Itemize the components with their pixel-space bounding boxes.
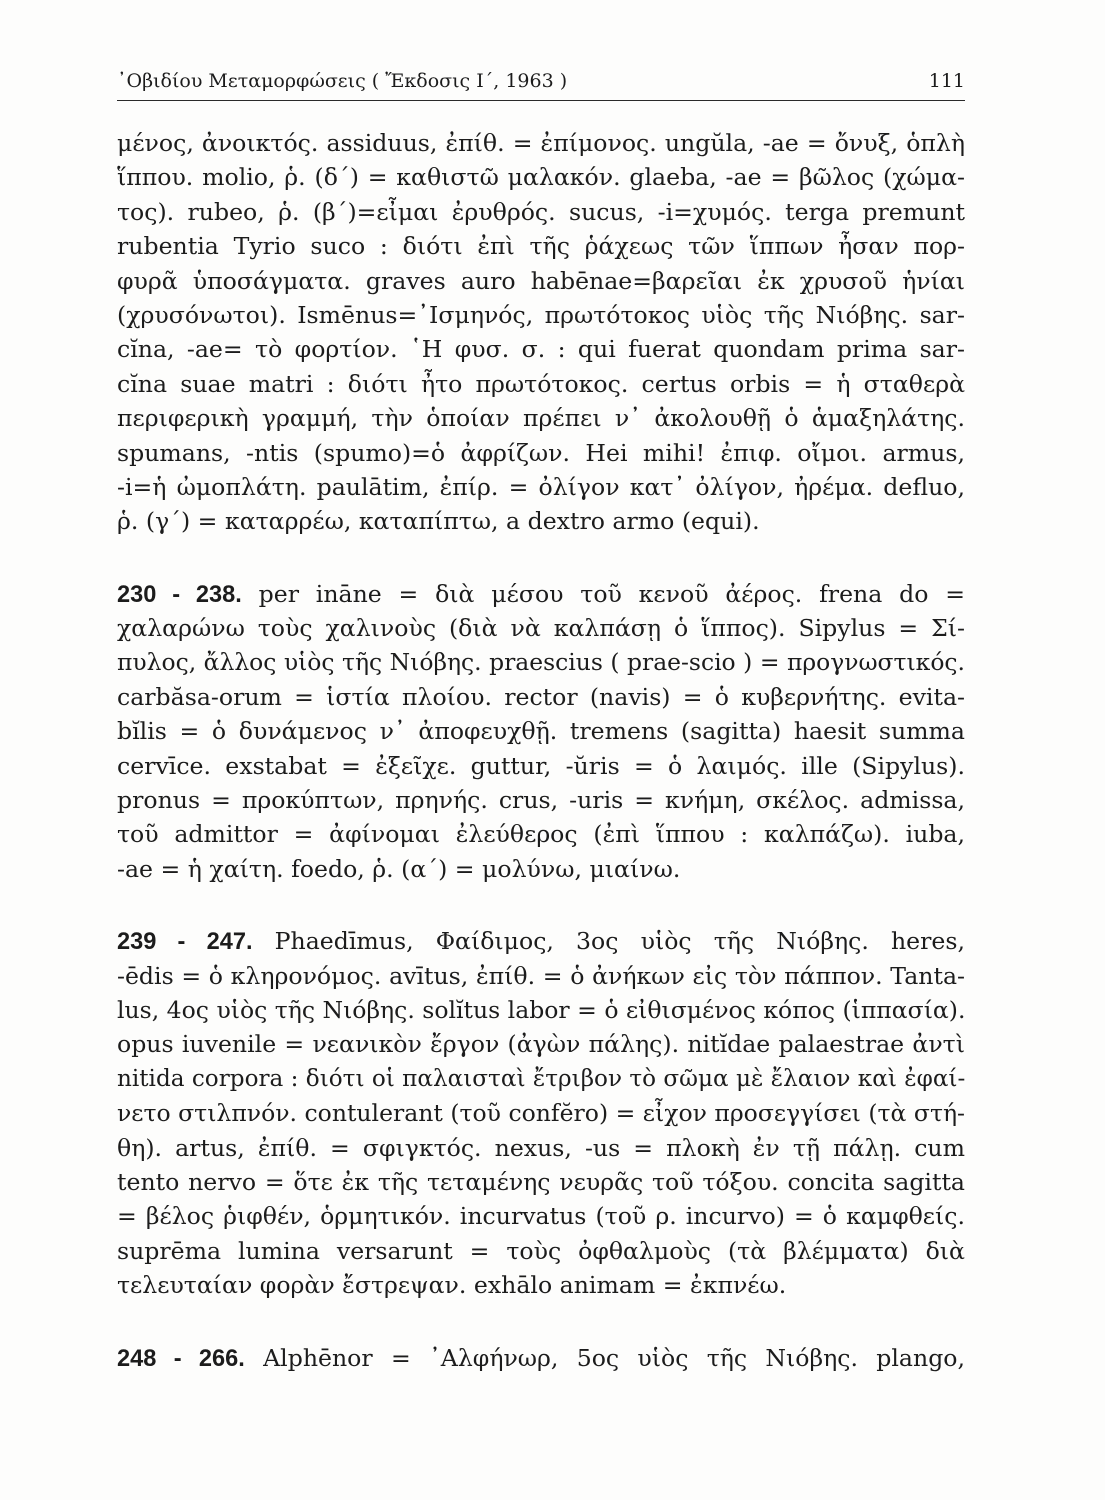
text-line: φυρᾶ ὑποσάγματα. graves auro habēnae=βαρεῖαι ἐκ χρυσοῦ ἡνίαι	[117, 266, 965, 295]
body-text	[117, 126, 965, 1375]
section-number: 248 - 266.	[117, 1345, 245, 1372]
text-line: bĭlis = ὁ δυνάμενος ν᾿ ἀποφευχθῇ. tremens (sagitta) haesit summa	[117, 717, 965, 746]
text-line: χαλαρώνω τοὺς χαλινοὺς (διὰ νὰ καλπάσῃ ὁ ἵππος). Sipylus = Σί-	[117, 614, 965, 643]
text-line: -ae = ἡ χαίτη. foedo, ῥ. (α΄) = μολύνω, μιαίνω.	[117, 854, 681, 883]
section-248-266	[117, 1341, 965, 1375]
text-line: tento nervo = ὅτε ἐκ τῆς τεταμένης νευρᾶς τοῦ τόξου. concita sagitta	[117, 1167, 965, 1196]
text-line: -i=ἡ ὠμοπλάτη. paulātim, ἐπίρ. = ὀλίγον κατ᾿ ὀλίγον, ἠρέμα. defluo,	[117, 472, 965, 501]
section-first-line	[117, 924, 965, 958]
section-first-line	[117, 577, 965, 611]
text-line: (χρυσόνωτοι). Ismēnus=᾿Ισμηνός, πρωτότοκος υἱὸς τῆς Νιόβης. sar-	[117, 300, 965, 329]
text-segment: Phaedīmus, Φαίδιμος, 3ος υἱὸς τῆς Νιόβης. heres,	[274, 927, 965, 956]
text-line: τος). rubeo, ῥ. (β΄)=εἶμαι ἐρυθρός. sucus, -i=χυμός. terga premunt	[117, 197, 965, 226]
text-line: θη). artus, ἐπίθ. = σφιγκτός. nexus, -us = πλοκὴ ἐν τῇ πάλῃ. cum	[117, 1133, 965, 1162]
paragraph-continuation	[117, 126, 965, 539]
text-segment: per ināne = διὰ μέσου τοῦ κενοῦ ἀέρος. frena do =	[258, 579, 965, 608]
text-line: spumans, -ntis (spumo)=ὁ ἀφρίζων. Hei mihi! ἐπιφ. οἴμοι. armus,	[117, 438, 965, 467]
text-line: cervīce. exstabat = ἐξεῖχε. guttur, -ŭris = ὁ λαιμός. ille (Sipylus).	[117, 751, 965, 780]
text-line: nitida corpora : διότι οἱ παλαισταὶ ἔτριβον τὸ σῶμα μὲ ἔλαιον καὶ ἐφαί-	[117, 1065, 966, 1092]
running-header	[117, 64, 965, 101]
section-239-247	[117, 924, 965, 1302]
text-line: cĭna, -ae= τὸ φορτίον. ῾Η φυσ. σ. : qui fuerat quondam prima sar-	[117, 335, 965, 364]
text-line: carbăsa-orum = ἱστία πλοίου. rector (navis) = ὁ κυβερνήτης. evita-	[117, 682, 965, 711]
text-line: τοῦ admittor = ἀφίνομαι ἐλεύθερος (ἐπὶ ἵππου : καλπάζω). iuba,	[117, 820, 965, 849]
section-first-line	[117, 1341, 965, 1375]
text-line: opus iuvenile = νεανικὸν ἔργον (ἀγὼν πάλης). nitĭdae palaestrae ἀντὶ	[117, 1030, 965, 1059]
text-line: pronus = προκύπτων, πρηνής. crus, -uris = κνήμη, σκέλος. admissa,	[117, 786, 965, 815]
text-line: = βέλος ῥιφθέν, ὁρμητικόν. incurvatus (τοῦ ρ. incurvo) = ὁ καμφθείς.	[117, 1202, 965, 1231]
text-line: suprēma lumina versarunt = τοὺς ὀφθαλμοὺς (τὰ βλέμματα) διὰ	[117, 1236, 965, 1265]
text-line: lus, 4ος υἱὸς τῆς Νιόβης. solĭtus labor = ὁ εἰθισμένος κόπος (ἱππασία).	[117, 995, 966, 1024]
text-segment: Alphēnor = ᾿Αλφήνωρ, 5ος υἱὸς τῆς Νιόβης. plango,	[263, 1343, 966, 1372]
section-230-238	[117, 577, 965, 887]
section-number: 230 - 238.	[117, 581, 242, 608]
text-line: νετο στιλπνόν. contulerant (τοῦ confĕro) = εἶχον προσεγγίσει (τὰ στή-	[117, 1099, 965, 1128]
text-line: -ēdis = ὁ κληρονόμος. avītus, ἐπίθ. = ὁ ἀνήκων εἰς τὸν πάππον. Tanta-	[117, 961, 965, 990]
section-number: 239 - 247.	[117, 929, 253, 956]
text-line: πυλος, ἄλλος υἱὸς τῆς Νιόβης. praescius ( prae-scio ) = προγνωστικός.	[117, 648, 965, 677]
page-number: 111	[928, 70, 965, 92]
text-line: cĭna suae matri : διότι ἦτο πρωτότοκος. certus orbis = ἡ σταθερὰ	[117, 369, 965, 398]
text-line: μένος, ἀνοικτός. assiduus, ἐπίθ. = ἐπίμονος. ungŭla, -ae = ὄνυξ, ὁπλὴ	[117, 129, 965, 157]
text-line: ῥ. (γ΄) = καταρρέω, καταπίπτω, a dextro armo (equi).	[117, 507, 760, 536]
text-line: ἵππου. molio, ῥ. (δ΄) = καθιστῶ μαλακόν. glaeba, -ae = βῶλος (χώμα-	[117, 163, 965, 192]
text-line: τελευταίαν φορὰν ἔστρεψαν. exhālo animam = ἐκπνέω.	[117, 1271, 787, 1300]
text-line: rubentia Tyrio suco : διότι ἐπὶ τῆς ῥάχεως τῶν ἵππων ἦσαν πορ-	[117, 232, 965, 261]
text-line: περιφερικὴ γραμμή, τὴν ὁποίαν πρέπει ν᾿ ἀκολουθῇ ὁ ἁμαξηλάτης.	[117, 404, 965, 433]
book-title: ᾿Οβιδίου Μεταμορφώσεις ( Ἔκδοσις Ι΄, 1963 )	[117, 70, 568, 92]
